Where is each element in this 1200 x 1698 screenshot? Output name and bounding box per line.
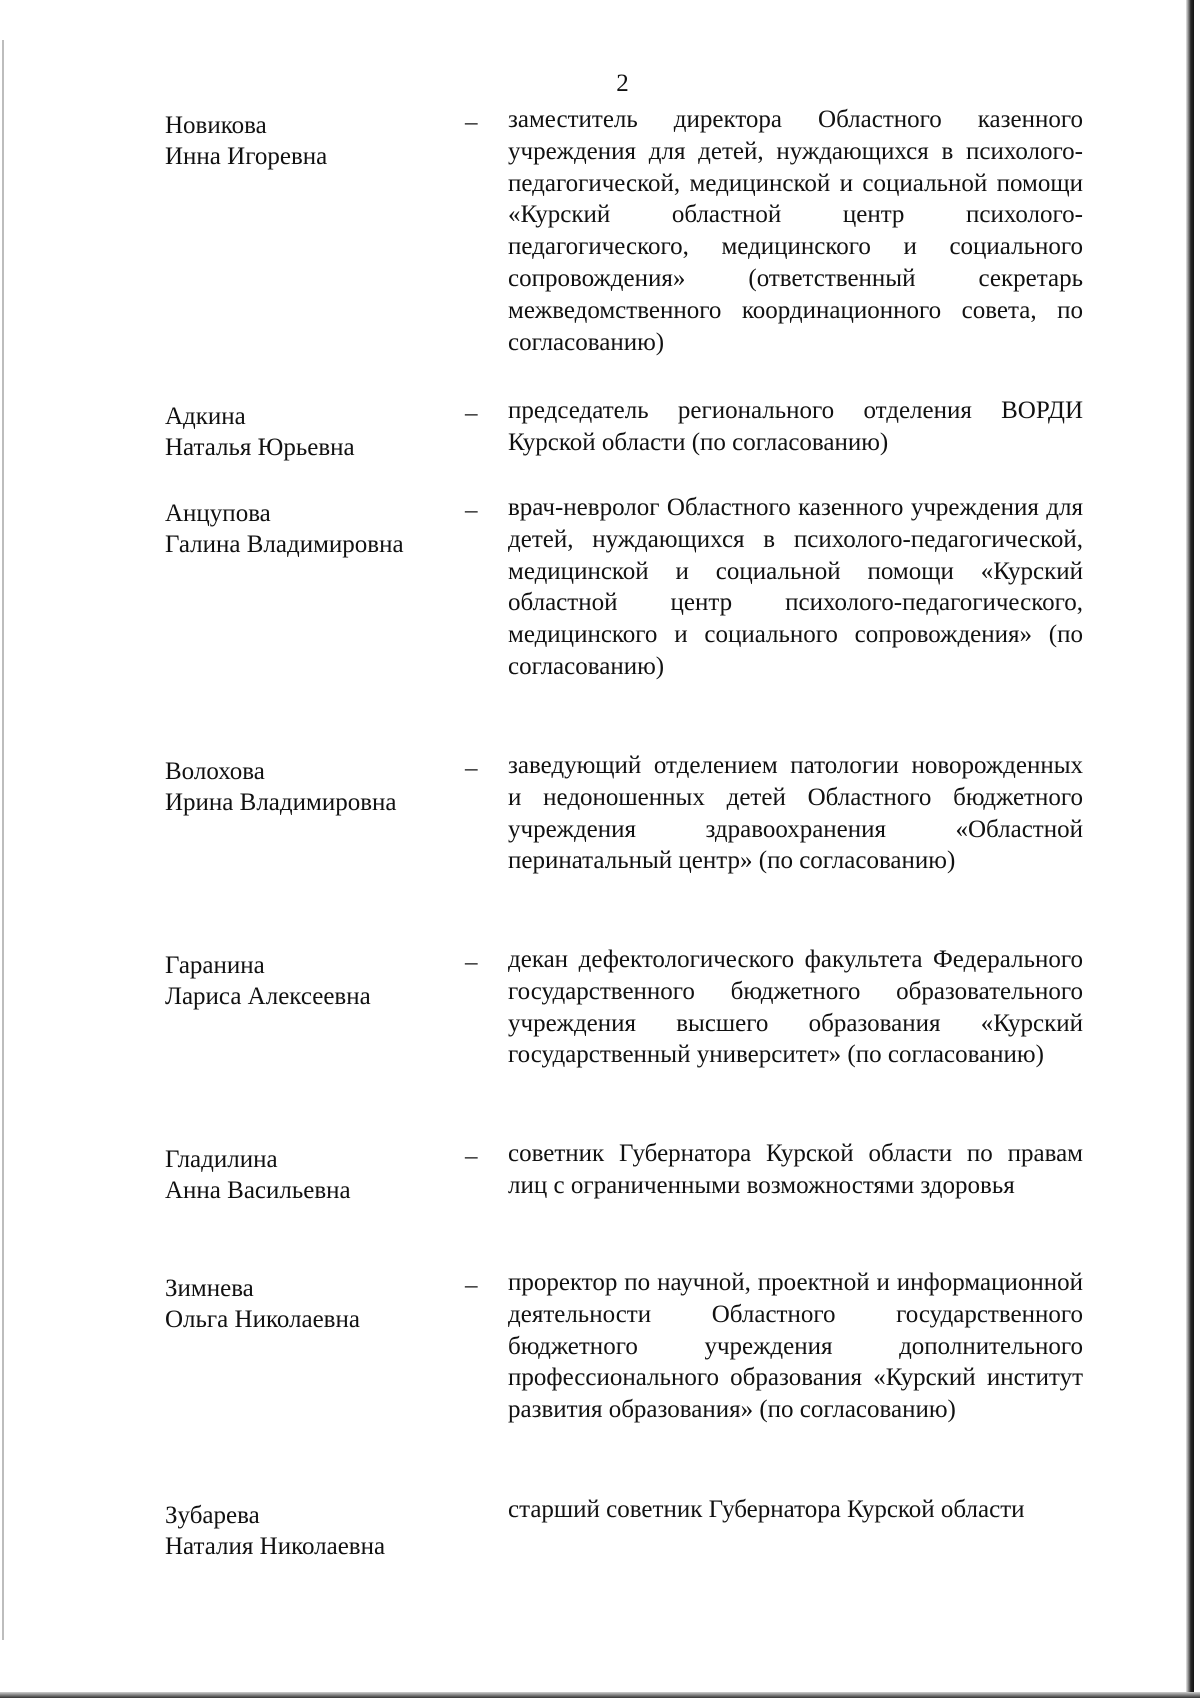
member-given-names: Наталия Николаевна [165,1533,386,1560]
member-name [165,110,465,172]
member-given-names: Инна Игоревна [165,143,328,170]
member-name [165,1144,465,1206]
member-role: старший советник Губернатора Курской области [508,1496,1025,1523]
member-surname: Адкина [165,403,246,430]
member-given-names: Лариса Алексеевна [165,983,371,1010]
separator-dash: – [465,1143,478,1170]
member-role: проректор по научной, проектной и информационной деятельности Областного государственного бюджетного учреждения дополнительного профессионального образования «Курский институт развития образования» (по согласованию) [508,1269,1083,1424]
member-name [165,1500,465,1562]
member-given-names: Ольга Николаевна [165,1306,360,1333]
separator-dash: – [465,1272,478,1299]
member-role: заведующий отделением патологии новорожденных и недоношенных детей Областного бюджетного учреждения здравоохранения «Областной перинатальный центр» (по согласованию) [508,752,1083,875]
member-surname: Новикова [165,112,267,139]
scan-edge-right [1186,0,1194,1698]
separator-dash: – [465,949,478,976]
member-role: председатель регионального отделения ВОРДИ Курской области (по согласованию) [508,397,1083,456]
member-given-names: Ирина Владимировна [165,789,397,816]
separator-dash: – [465,755,478,782]
member-surname: Зимнева [165,1275,254,1302]
scan-edge-left [2,40,4,1640]
member-name [165,756,465,818]
member-given-names: Галина Владимировна [165,531,404,558]
member-name [165,1273,465,1335]
member-name [165,950,465,1012]
scan-edge-bottom [0,1692,1200,1698]
member-surname: Гаранина [165,952,265,979]
member-name [165,401,465,463]
separator-dash: – [465,497,478,524]
separator-dash: – [465,400,478,427]
member-role: заместитель директора Областного казенного учреждения для детей, нуждающихся в психолого-педагогической, медицинской и социальной помощи «Курский областной центр психолого-педагогического, медицинского и социального сопровождения» (ответственный секретарь межведомственного координационного совета, по согласованию) [508,106,1083,356]
member-surname: Волохова [165,758,265,785]
member-role: декан дефектологического факультета Федерального государственного бюджетного образовательного учреждения высшего образования «Курский государственный университет» (по согласованию) [508,946,1083,1069]
member-given-names: Наталья Юрьевна [165,434,355,461]
page-number: 2 [616,70,629,97]
member-surname: Анцупова [165,500,271,527]
member-surname: Гладилина [165,1146,278,1173]
member-role: советник Губернатора Курской области по правам лиц с ограниченными возможностями здоровья [508,1140,1083,1199]
member-given-names: Анна Васильевна [165,1177,351,1204]
separator-dash: – [465,109,478,136]
member-name [165,498,465,560]
member-role: врач-невролог Областного казенного учреждения для детей, нуждающихся в психолого-педагогической, медицинской и социальной помощи «Курский областной центр психолого-педагогического, медицинского и социального сопровождения» (по согласованию) [508,494,1083,680]
member-surname: Зубарева [165,1502,260,1529]
